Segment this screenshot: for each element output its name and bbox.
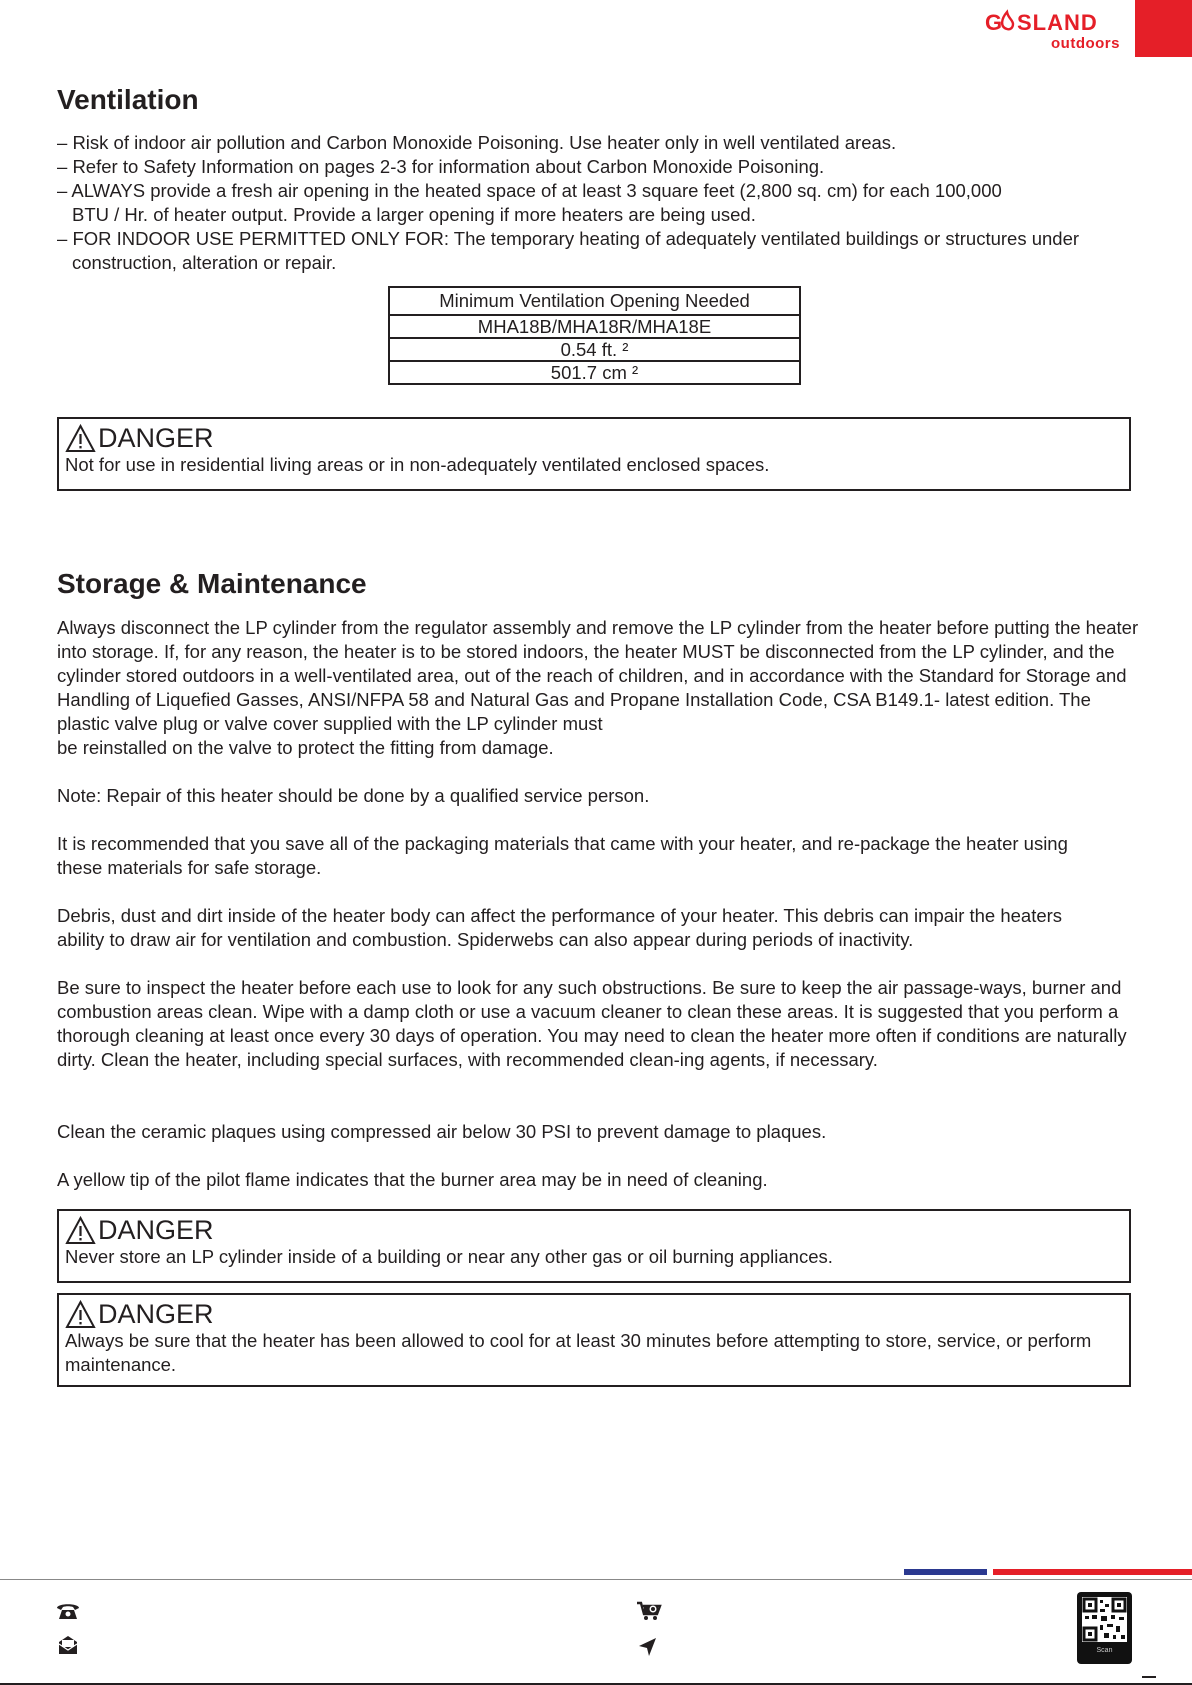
table-cell: MHA18B/MHA18R/MHA18E xyxy=(389,315,800,338)
danger-label: DANGER xyxy=(98,1299,214,1329)
footer-stripe-red xyxy=(993,1569,1192,1575)
danger-text: Never store an LP cylinder inside of a building or near any other gas or oil burning appliances. xyxy=(65,1246,833,1267)
qr-code-icon[interactable] xyxy=(1077,1592,1132,1664)
warning-triangle-icon xyxy=(65,1300,96,1329)
warning-triangle-icon xyxy=(65,424,96,453)
flame-icon xyxy=(1002,12,1013,29)
ventilation-table xyxy=(388,286,801,385)
email-icon[interactable] xyxy=(55,1635,81,1657)
brand-red-tab xyxy=(1135,0,1192,57)
storage-paragraph: Clean the ceramic plaques using compressed air below 30 PSI to prevent damage to plaques. xyxy=(57,1121,827,1142)
qr-code-pattern xyxy=(1082,1597,1127,1642)
ventilation-title: Ventilation xyxy=(57,84,199,115)
logo-main-text-rest: SLAND xyxy=(1017,10,1098,35)
storage-paragraph: It is recommended that you save all of the packaging materials that came with your heater, and re-package the heater using these materials for safe storage. xyxy=(57,833,1068,878)
warning-triangle-icon xyxy=(65,1216,96,1245)
danger-box xyxy=(57,1209,1131,1283)
table-header: Minimum Ventilation Opening Needed xyxy=(389,287,800,315)
list-item: – ALWAYS provide a fresh air opening in the heated space of at least 3 square feet (2,800 sq. cm) for each 100,000 BTU / Hr. of heater output. Provide a larger opening if more heaters are being used. xyxy=(57,179,1032,227)
danger-text: Not for use in residential living areas or in non-adequately ventilated enclosed spaces. xyxy=(65,454,770,475)
table-cell: 0.54 ft. ² xyxy=(389,338,800,361)
storage-paragraph: A yellow tip of the pilot flame indicates that the burner area may be in need of cleaning. xyxy=(57,1169,768,1190)
storage-paragraph: Note: Repair of this heater should be done by a qualified service person. xyxy=(57,785,650,806)
phone-icon[interactable] xyxy=(55,1600,81,1622)
danger-label: DANGER xyxy=(98,423,214,453)
footer-stripe-blue xyxy=(904,1569,987,1575)
brand-logo xyxy=(985,8,1135,52)
storage-paragraph: Debris, dust and dirt inside of the heater body can affect the performance of your heater. This debris can impair the heaters ability to draw air for ventilation and combustion. Spiderwebs can also appear during periods of inactivity. xyxy=(57,905,1063,950)
list-item: – Refer to Safety Information on pages 2-3 for information about Carbon Monoxide Poisoning. xyxy=(57,155,1147,179)
footer-divider xyxy=(0,1579,1192,1580)
danger-box xyxy=(57,417,1131,491)
ventilation-list xyxy=(57,131,1147,275)
storage-title: Storage & Maintenance xyxy=(57,568,367,599)
list-item: – FOR INDOOR USE PERMITTED ONLY FOR: The temporary heating of adequately ventilated buildings or structures under construction, alteration or repair. xyxy=(57,227,1147,275)
qr-code-label: Scan xyxy=(1096,1647,1113,1654)
logo-main-text: G xyxy=(985,10,1004,35)
logo-sub-text: outdoors xyxy=(1051,35,1120,52)
danger-label: DANGER xyxy=(98,1215,214,1245)
storage-paragraph: Be sure to inspect the heater before each use to look for any such obstructions. Be sure to keep the air passage-ways, burner and combustion areas clean. Wipe with a damp cloth or use a vacuum cleaner to clean these areas. It is suggested that you perform a thorough cleaning at least once every 30 days of operation. You may need to clean the heater more often if conditions are naturally dirty. Clean the heater, including special surfaces, with recommended clean-ing agents, if necessary. xyxy=(57,977,1127,1070)
danger-box xyxy=(57,1293,1131,1387)
storage-paragraph: be reinstalled on the valve to protect the fitting from damage. xyxy=(57,737,554,758)
location-arrow-icon[interactable] xyxy=(636,1636,662,1658)
danger-text: Always be sure that the heater has been allowed to cool for at least 30 minutes before attempting to store, service, or perform maintenance. xyxy=(65,1330,1092,1375)
storage-paragraph: Always disconnect the LP cylinder from the regulator assembly and remove the LP cylinder from the heater before putting the heater into storage. If, for any reason, the heater is to be stored indoors, the heater MUST be disconnected from the LP cylinder, and the cylinder stored outdoors in a well-ventilated area, out of the reach of children, and in accordance with the Standard for Storage and Handling of Liquefied Gasses, ANSI/NFPA 58 and Natural Gas and Propane Installation Code, CSA B149.1- latest edition. The plastic valve plug or valve cover supplied with the LP cylinder must xyxy=(57,617,1139,734)
table-cell: 501.7 cm ² xyxy=(389,361,800,384)
list-item: – Risk of indoor air pollution and Carbon Monoxide Poisoning. Use heater only in well ventilated areas. xyxy=(57,131,1147,155)
cart-icon[interactable] xyxy=(636,1600,662,1622)
corner-mark xyxy=(1142,1676,1156,1678)
